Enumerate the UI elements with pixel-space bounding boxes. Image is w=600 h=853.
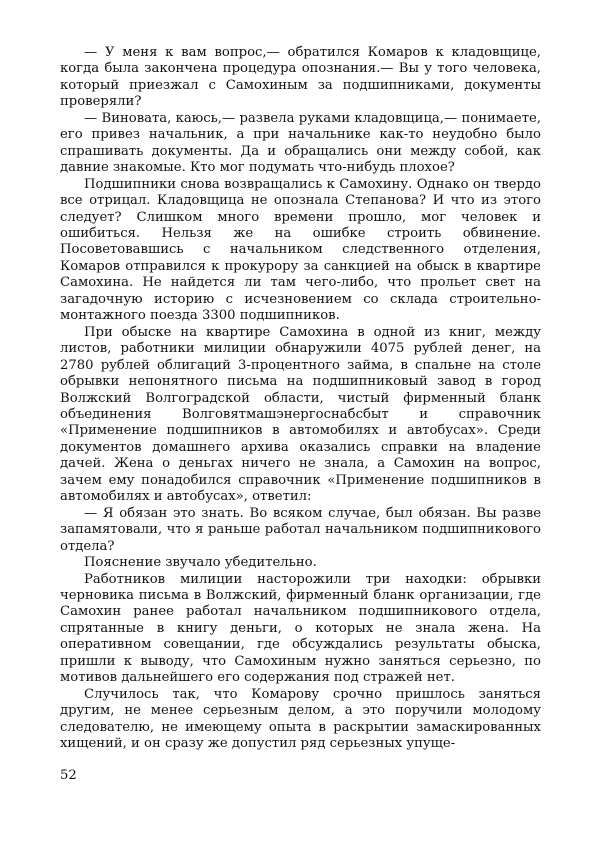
page-number: 52: [60, 768, 77, 783]
paragraph-8: Случилось так, что Комарову срочно пришлось заняться другим, не менее серьезным делом, а это поручили молодому следователю, не имеющему опыта в раскрытии замаскированных хищений, и он сразу же допустил ряд серьезных упуще-: [60, 686, 541, 752]
paragraph-6: Пояснение звучало убедительно.: [84, 555, 317, 571]
page-body: [60, 45, 541, 752]
paragraph-4: При обыске на квартире Самохина в одной из книг, между листов, работники милиции обнаружили 4075 рублей денег, на 2780 рублей облигаций 3-процентного займа, в спальне на столе обрывки непонятного письма на подшипниковый завод в город Волжский Волгоградской области, чистый фирменный бланк объединения Волговятмашэнергоснабсбыт и справочник «Применение подшипников в автомобилях и автобусах». Среди документов домашнего архива оказались справки на владение дачей. Жена о деньгах ничего не знала, а Самохин на вопрос, зачем ему понадобился справочник «Применение подшипников в автомобилях и автобусах», ответил:: [60, 324, 541, 505]
paragraph-5: — Я обязан это знать. Во всяком случае, был обязан. Вы разве запамятовали, что я раньше работал начальником подшипникового отдела?: [60, 505, 541, 554]
paragraph-3: Подшипники снова возвращались к Самохину. Однако он твердо все отрицал. Кладовщица не опознала Степанова? И что из этого следует? Слишком много времени прошло, мог человек и ошибиться. Нельзя же на ошибке строить обвинение. Посоветовавшись с начальником следственного отделения, Комаров отправился к прокурору за санкцией на обыск в квартире Самохина. Не найдется ли там чего-либо, что прольет свет на загадочную историю с исчезновением со склада строительно-монтажного поезда 3300 подшипников.: [60, 176, 541, 324]
paragraph-7: Работников милиции насторожили три находки: обрывки черновика письма в Волжский, фирменный бланк организации, где Самохин ранее работал начальником подшипникового отдела, спрятанные в книгу деньги, о которых не знала жена. На оперативном совещании, где обсуждались результаты обыска, пришли к выводу, что Самохиным нужно заняться серьезно, по мотивов дальнейшего его содержания под стражей нет.: [60, 571, 541, 686]
paragraph-1: — У меня к вам вопрос,— обратился Комаров к кладовщице, когда была закончена процедура опознания.— Вы у того человека, который приезжал с Самохиным за подшипниками, документы проверяли?: [60, 45, 541, 110]
paragraph-2: — Виновата, каюсь,— развела руками кладовщица,— понимаете, его привез начальник, а при начальнике как-то неудобно было спрашивать документы. Да и обращались они между собой, как давние знакомые. Кто мог подумать что-нибудь плохое?: [60, 110, 541, 176]
